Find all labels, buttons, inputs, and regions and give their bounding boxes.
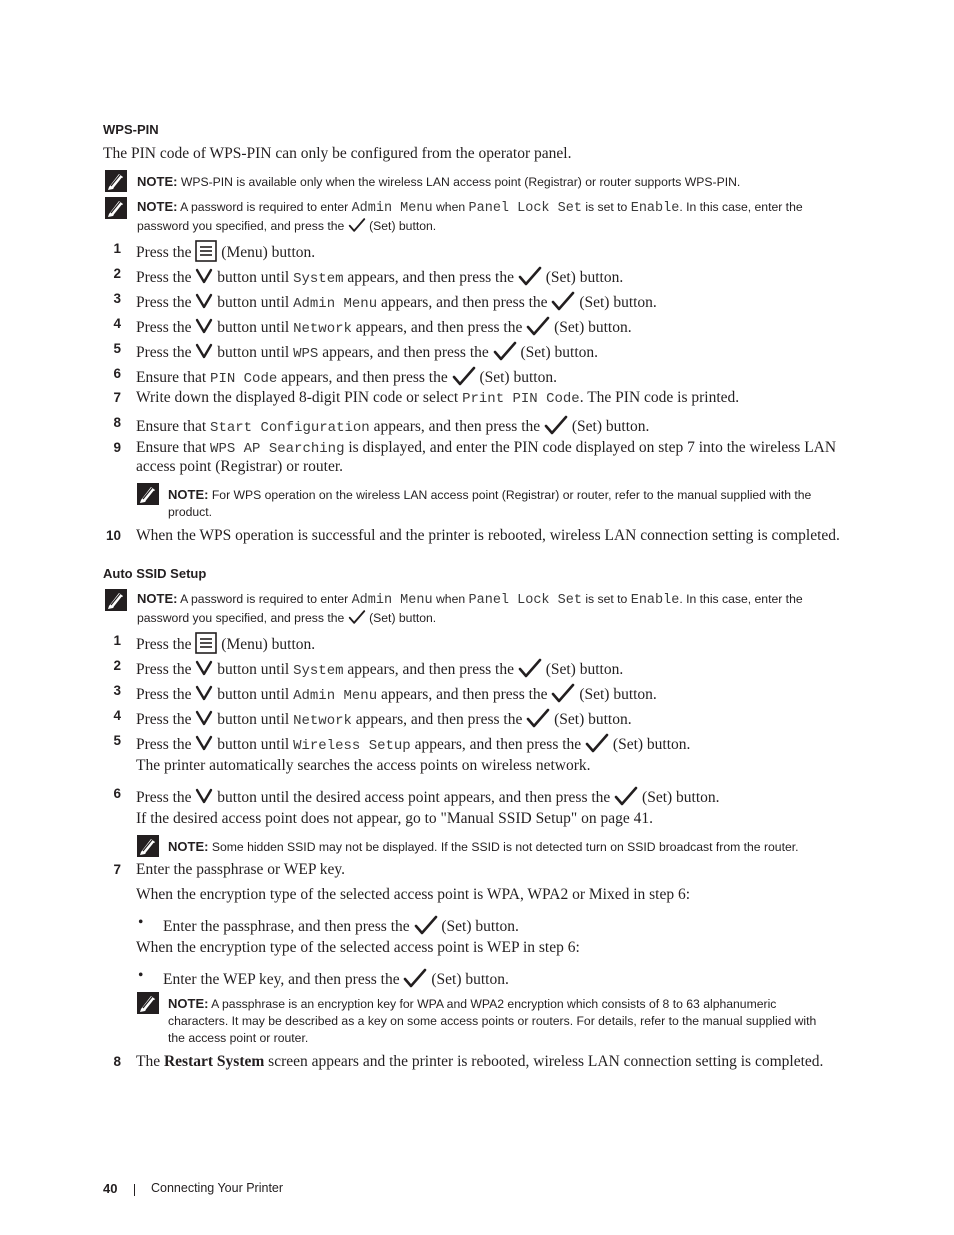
step-number: 2	[113, 266, 121, 281]
set-check-icon	[551, 290, 575, 312]
note-passphrase: NOTE: A passphrase is an encryption key for WPA and WPA2 encryption which consists of 8 to 63 alphanumeric characters. It may be described as a key on some access points or routers. For details, refer to the manual supplied with the access point or router.	[168, 996, 817, 1045]
ssid-step-1: Press the (Menu) button.	[136, 632, 315, 654]
menu-icon	[195, 632, 217, 654]
wps-step-8: Ensure that Start Configuration appears, and then press the (Set) button.	[136, 414, 649, 436]
down-arrow-icon	[195, 710, 213, 726]
wps-step-6: Ensure that PIN Code appears, and then press the (Set) button.	[136, 365, 557, 387]
ssid-step-4: Press the button until Network appears, and then press the (Set) button.	[136, 707, 632, 729]
down-arrow-icon	[195, 735, 213, 751]
set-check-icon	[414, 914, 438, 936]
ssid-step-7-wep-info: When the encryption type of the selected access point is WEP in step 6:	[136, 939, 580, 956]
wps-step-1: Press the (Menu) button.	[136, 240, 315, 262]
ssid-step-8: The Restart System screen appears and the printer is rebooted, wireless LAN connection setting is completed.	[136, 1053, 824, 1070]
note-wps-pin-support: NOTE: WPS-PIN is available only when the wireless LAN access point (Registrar) or router supports WPS-PIN.	[137, 174, 741, 189]
bullet: •	[138, 967, 144, 984]
note-icon	[137, 483, 159, 505]
wps-step-9: Ensure that WPS AP Searching is displayed, and enter the PIN code displayed on step 7 into the wireless LAN	[136, 439, 837, 457]
down-arrow-icon	[195, 685, 213, 701]
menu-icon	[195, 240, 217, 262]
footer-chapter-title: Connecting Your Printer	[151, 1181, 284, 1195]
wps-step-9-continued: access point (Registrar) or router.	[136, 458, 344, 475]
set-check-icon	[348, 609, 366, 625]
step-number: 5	[113, 733, 121, 748]
step-number: 8	[113, 1054, 121, 1069]
down-arrow-icon	[195, 343, 213, 359]
bullet-wep-key: Enter the WEP key, and then press the (Set) button.	[163, 967, 509, 989]
set-check-icon	[518, 657, 542, 679]
ssid-step-7-wpa-info: When the encryption type of the selected access point is WPA, WPA2 or Mixed in step 6:	[136, 886, 691, 903]
ssid-step-6: Press the button until the desired access point appears, and then press the (Set) button.	[136, 785, 720, 807]
step-number: 3	[113, 291, 121, 306]
wps-step-10: When the WPS operation is successful and the printer is rebooted, wireless LAN connection setting is completed.	[136, 527, 840, 544]
section-heading-auto-ssid: Auto SSID Setup	[103, 566, 207, 581]
note-icon	[137, 835, 159, 857]
wps-step-4: Press the button until Network appears, and then press the (Set) button.	[136, 315, 632, 337]
note-icon	[105, 170, 127, 192]
down-arrow-icon	[195, 318, 213, 334]
step-number: 7	[113, 390, 121, 405]
wps-step-7: Write down the displayed 8-digit PIN code or select Print PIN Code. The PIN code is printed.	[136, 389, 740, 407]
ssid-step-3: Press the button until Admin Menu appears, and then press the (Set) button.	[136, 682, 657, 704]
step-number: 1	[113, 633, 121, 648]
note-password-ssid: NOTE: A password is required to enter Admin Menu when Panel Lock Set is set to Enable. In this case, enter the password you specified, and press the (Set) button.	[137, 591, 803, 625]
step-number: 9	[113, 440, 121, 455]
step-number: 5	[113, 341, 121, 356]
set-check-icon	[493, 340, 517, 362]
note-icon	[105, 197, 127, 219]
wps-intro-paragraph: The PIN code of WPS-PIN can only be configured from the operator panel.	[103, 145, 572, 162]
bullet-passphrase: Enter the passphrase, and then press the (Set) button.	[163, 914, 519, 936]
set-check-icon	[614, 785, 638, 807]
down-arrow-icon	[195, 268, 213, 284]
down-arrow-icon	[195, 660, 213, 676]
ssid-step-6-info: If the desired access point does not appear, go to "Manual SSID Setup" on page 41.	[136, 810, 653, 827]
ssid-step-5: Press the button until Wireless Setup appears, and then press the (Set) button.	[136, 732, 690, 754]
step-number: 4	[113, 316, 121, 331]
wps-step-5: Press the button until WPS appears, and then press the (Set) button.	[136, 340, 598, 362]
set-check-icon	[452, 365, 476, 387]
step-number: 6	[113, 366, 121, 381]
wps-step-2: Press the button until System appears, and then press the (Set) button.	[136, 265, 623, 287]
bullet: •	[138, 914, 144, 931]
step-number: 10	[105, 528, 121, 543]
set-check-icon	[526, 707, 550, 729]
down-arrow-icon	[195, 788, 213, 804]
set-check-icon	[526, 315, 550, 337]
step-number: 4	[113, 708, 121, 723]
step-number: 1	[113, 241, 121, 256]
footer-divider	[134, 1184, 135, 1196]
step-number: 6	[113, 786, 121, 801]
ssid-step-2: Press the button until System appears, and then press the (Set) button.	[136, 657, 623, 679]
step-number: 2	[113, 658, 121, 673]
down-arrow-icon	[195, 293, 213, 309]
set-check-icon	[348, 217, 366, 233]
ssid-step-7: Enter the passphrase or WEP key.	[136, 861, 346, 878]
section-heading-wps-pin: WPS-PIN	[103, 122, 159, 137]
note-icon	[105, 589, 127, 611]
note-wps-operation: NOTE: For WPS operation on the wireless LAN access point (Registrar) or router, refer to the manual supplied with the product.	[168, 487, 812, 519]
set-check-icon	[585, 732, 609, 754]
set-check-icon	[518, 265, 542, 287]
step-number: 7	[113, 862, 121, 877]
note-hidden-ssid: NOTE: Some hidden SSID may not be displayed. If the SSID is not detected turn on SSID broadcast from the router.	[168, 839, 799, 854]
set-check-icon	[403, 967, 427, 989]
wps-step-3: Press the button until Admin Menu appears, and then press the (Set) button.	[136, 290, 657, 312]
set-check-icon	[551, 682, 575, 704]
page-number: 40	[103, 1181, 118, 1196]
note-icon	[137, 992, 159, 1014]
step-number: 8	[113, 415, 121, 430]
set-check-icon	[544, 414, 568, 436]
ssid-step-5-info: The printer automatically searches the access points on wireless network.	[136, 757, 591, 774]
note-password-wps: NOTE: A password is required to enter Admin Menu when Panel Lock Set is set to Enable. In this case, enter the password you specified, and press the (Set) button.	[137, 199, 803, 233]
step-number: 3	[113, 683, 121, 698]
